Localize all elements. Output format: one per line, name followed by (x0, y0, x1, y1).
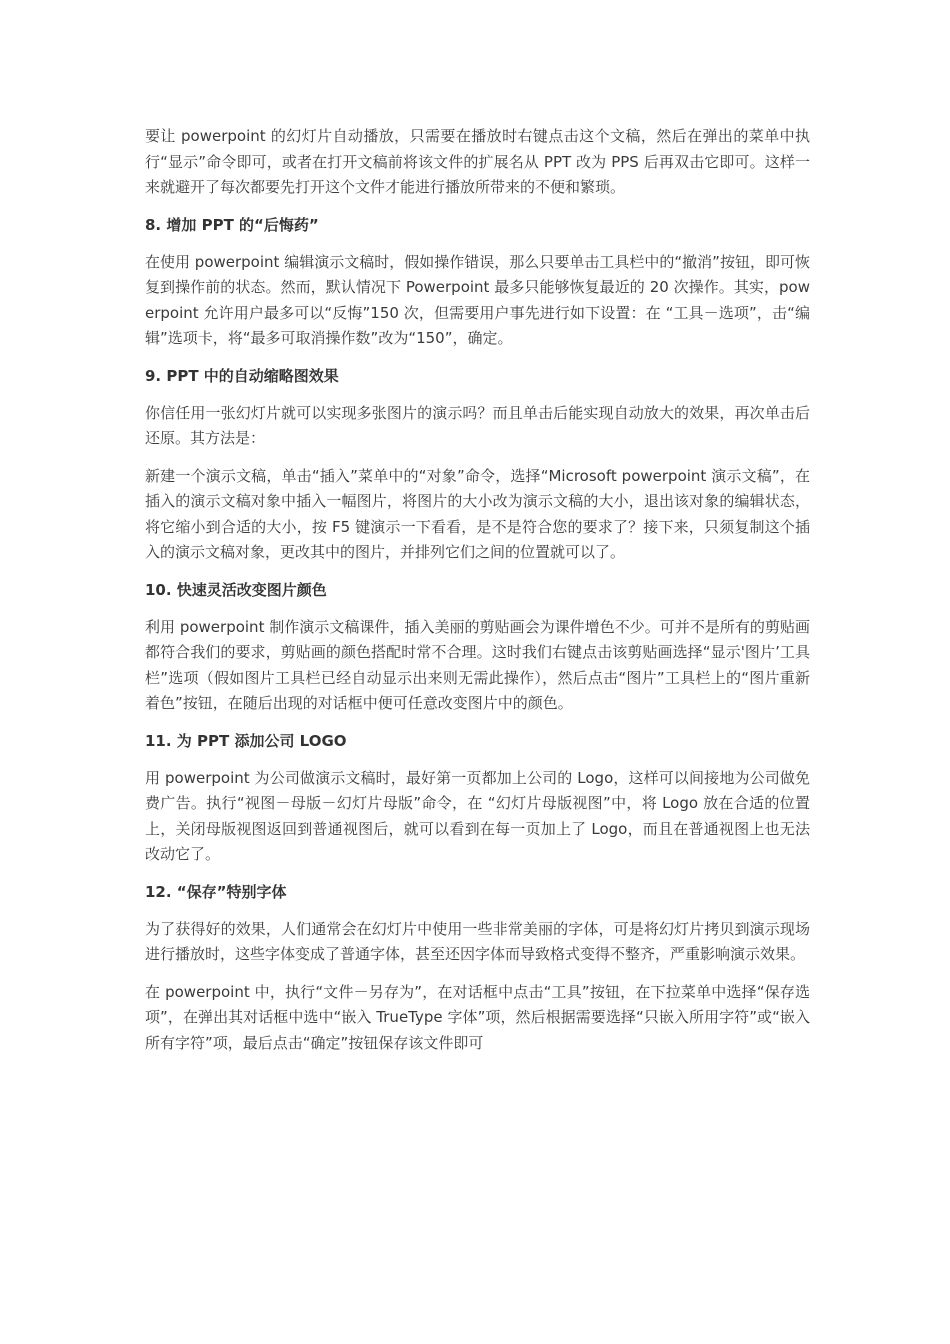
intro-paragraph: 要让 powerpoint 的幻灯片自动播放，只需要在播放时右键点击这个文稿，然后在弹出的菜单中执行“显示”命令即可，或者在打开文稿前将该文件的扩展名从 PPT 改为 PPS 后再双击它即可。这样一来就避开了每次都要先打开这个文件才能进行播放所带来的不便和繁琐。 (145, 127, 810, 196)
section-8 (145, 213, 810, 352)
section-12 (145, 880, 810, 1057)
section-heading: 11. 为 PPT 添加公司 LOGO (145, 731, 347, 750)
section-paragraph: 新建一个演示文稿，单击“插入”菜单中的“对象”命令，选择“Microsoft powerpoint 演示文稿”，在插入的演示文稿对象中插入一幅图片，将图片的大小改为演示文稿的大小，退出该对象的编辑状态，将它缩小到合适的大小，按 F5 键演示一下看看，是不是符合您的要求了？接下来，只须复制这个插入的演示文稿对象，更改其中的图片，并排列它们之间的位置就可以了。 (145, 466, 810, 561)
section-paragraph: 用 powerpoint 为公司做演示文稿时，最好第一页都加上公司的 Logo，这样可以间接地为公司做免费广告。执行“视图－母版－幻灯片母版”命令，在 “幻灯片母版视图”中，将 Logo 放在合适的位置上，关闭母版视图返回到普通视图后，就可以看到在每一页加上了 Logo，而且在普通视图上也无法改动它了。 (145, 768, 810, 863)
section-paragraph: 为了获得好的效果，人们通常会在幻灯片中使用一些非常美丽的字体，可是将幻灯片拷贝到演示现场进行播放时，这些字体变成了普通字体，甚至还因字体而导致格式变得不整齐，严重影响演示效果。 (145, 919, 810, 963)
document-page (145, 124, 810, 1068)
section-11 (145, 729, 810, 868)
section-heading: 10. 快速灵活改变图片颜色 (145, 580, 327, 599)
section-paragraph: 在 powerpoint 中，执行“文件－另存为”，在对话框中点击“工具”按钮，在下拉菜单中选择“保存选项”，在弹出其对话框中选中“嵌入 TrueType 字体”项，然后根据需要选择“只嵌入所用字符”或“嵌入所有字符”项，最后点击“确定”按钮保存该文件即可 (145, 982, 810, 1052)
section-paragraph: 利用 powerpoint 制作演示文稿课件，插入美丽的剪贴画会为课件增色不少。可并不是所有的剪贴画都符合我们的要求，剪贴画的颜色搭配时常不合理。这时我们右键点击该剪贴画选择“显示'图片’工具栏”选项（假如图片工具栏已经自动显示出来则无需此操作），然后点击“图片”工具栏上的“图片重新着色”按钮，在随后出现的对话框中便可任意改变图片中的颜色。 (145, 617, 810, 712)
section-paragraph: 在使用 powerpoint 编辑演示文稿时，假如操作错误，那么只要单击工具栏中的“撤消”按钮，即可恢复到操作前的状态。然而，默认情况下 Powerpoint 最多只能够恢复最近的 20 次操作。其实，powerpoint 允许用户最多可以“反悔”150 次，但需要用户事先进行如下设置：在 “工具－选项”，击“编辑”选项卡，将“最多可取消操作数”改为“150”，确定。 (145, 252, 810, 347)
section-paragraph: 你信任用一张幻灯片就可以实现多张图片的演示吗？而且单击后能实现自动放大的效果，再次单击后还原。其方法是： (145, 403, 810, 447)
section-10 (145, 578, 810, 717)
section-heading: 12. “保存”特别字体 (145, 882, 287, 901)
section-heading: 9. PPT 中的自动缩略图效果 (145, 366, 339, 385)
section-9 (145, 364, 810, 566)
section-heading: 8. 增加 PPT 的“后悔药” (145, 215, 319, 234)
